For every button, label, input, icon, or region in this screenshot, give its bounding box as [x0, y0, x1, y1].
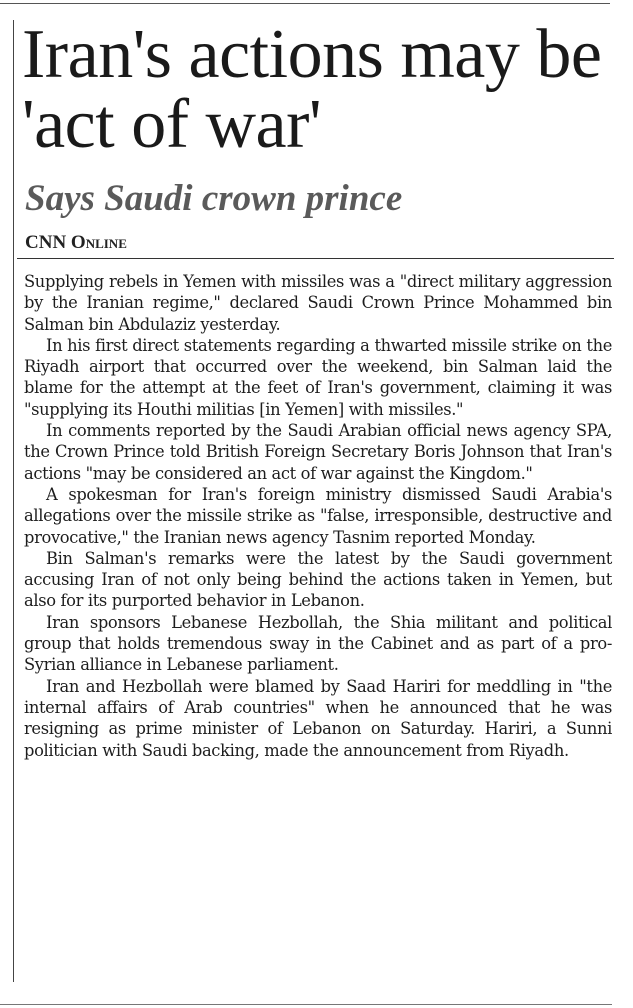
left-column-rule [13, 20, 14, 982]
top-rule [0, 3, 610, 4]
article-paragraph: Bin Salman's remarks were the latest by the Saudi government accusing Iran of not only being behind the actions taken in Yemen, but also for its purported behavior in Lebanon. [24, 548, 612, 611]
article-paragraph: In his first direct statements regarding a thwarted missile strike on the Riyadh airport that occurred over the weekend, bin Salman laid the blame for the attempt at the feet of Iran's government, claiming it was "supplying its Houthi militias [in Yemen] with missiles." [24, 335, 612, 419]
article-paragraph: In comments reported by the Saudi Arabian official news agency SPA, the Crown Prince told British Foreign Secretary Boris Johnson that Iran's actions "may be considered an act of war against the Kingdom." [24, 421, 612, 483]
subheadline: Says Saudi crown prince [25, 178, 403, 219]
article-paragraph: Iran and Hezbollah were blamed by Saad Hariri for meddling in "the internal affairs of Arab countries" when he announced that he was resigning as prime minister of Lebanon on Saturday. Hariri, a Sunni politician with Saudi backing, made the announcement from Riyadh. [24, 676, 612, 760]
article-paragraph: Supplying rebels in Yemen with missiles was a "direct military aggression by the Iranian regime," declared Saudi Crown Prince Mohammed bin Salman bin Abdulaziz yesterday. [24, 272, 612, 334]
article-paragraph: A spokesman for Iran's foreign ministry dismissed Saudi Arabia's allegations over the missile strike as "false, irresponsible, destructive and provocative," the Iranian news agency Tasnim reported Monday. [24, 484, 612, 547]
article-paragraph: Iran sponsors Lebanese Hezbollah, the Shia militant and political group that holds tremendous sway in the Cabinet and as part of a pro-Syrian alliance in Lebanese parliament. [24, 612, 612, 675]
headline: Iran's actions may be 'act of war' [22, 16, 602, 163]
byline: CNN Online [25, 232, 127, 253]
bottom-rule [0, 1004, 612, 1005]
byline-rule [17, 258, 614, 259]
article-body [24, 271, 612, 761]
